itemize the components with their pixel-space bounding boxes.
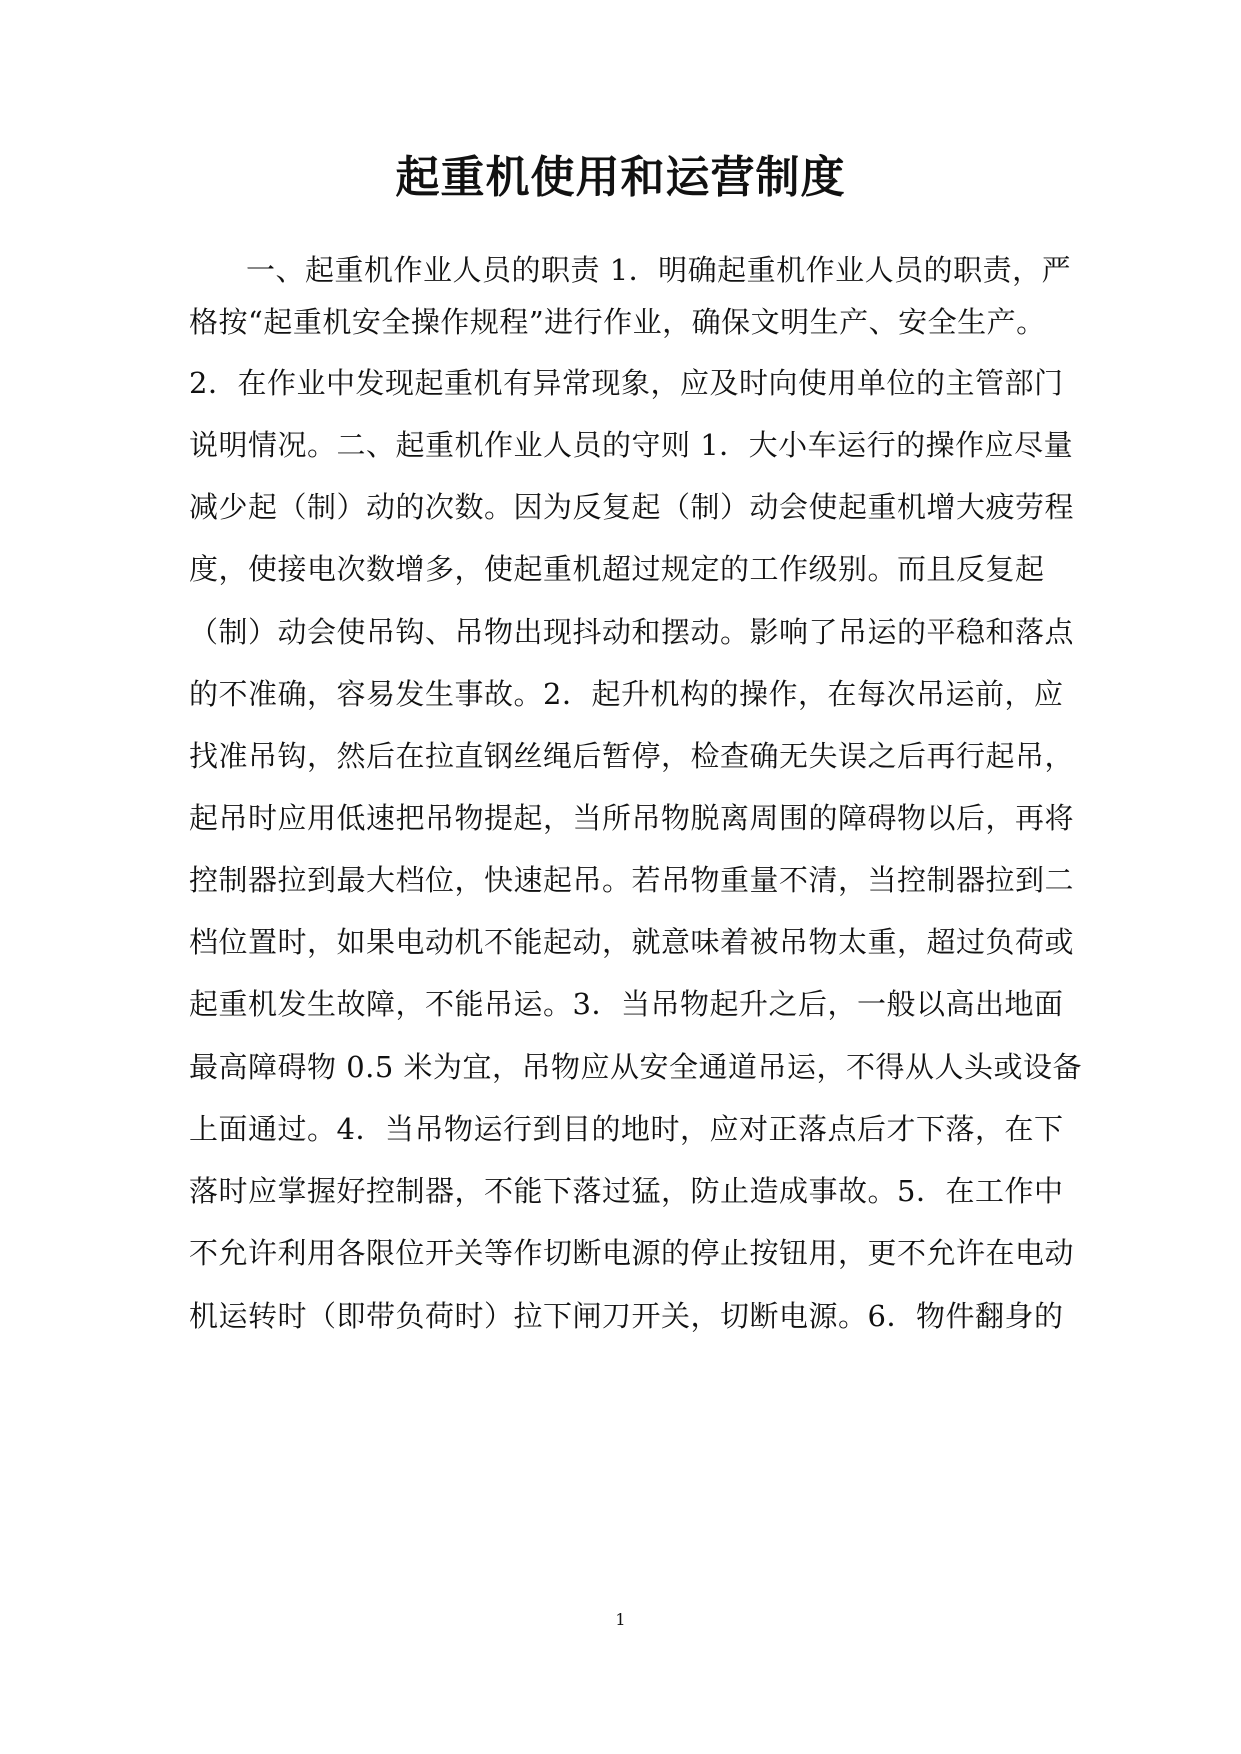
- body-line: 起吊时应用低速把吊物提起，当所吊物脱离周围的障碍物以后，再将: [189, 801, 1075, 835]
- body-line: 找准吊钩，然后在拉直钢丝绳后暂停，检查确无失误之后再行起吊，: [189, 739, 1075, 773]
- body-line: 最高障碍物 0.5 米为宜，吊物应从安全通道吊运，不得从人头或设备: [189, 1050, 1083, 1084]
- body-line: 一、起重机作业人员的职责 1．明确起重机作业人员的职责，严: [246, 253, 1072, 287]
- body-line: 机运转时（即带负荷时）拉下闸刀开关，切断电源。6．物件翻身的: [189, 1299, 1064, 1333]
- body-line: 度，使接电次数增多，使起重机超过规定的工作级别。而且反复起: [189, 552, 1045, 586]
- body-line: （制）动会使吊钩、吊物出现抖动和摆动。影响了吊运的平稳和落点: [189, 615, 1075, 649]
- body-line: 减少起（制）动的次数。因为反复起（制）动会使起重机增大疲劳程: [189, 490, 1075, 524]
- body-line: 格按“起重机安全操作规程”进行作业，确保文明生产、安全生产。: [189, 305, 1046, 339]
- body-line: 2．在作业中发现起重机有异常现象，应及时向使用单位的主管部门: [189, 366, 1064, 400]
- body-line: 落时应掌握好控制器，不能下落过猛，防止造成事故。5．在工作中: [189, 1174, 1064, 1208]
- document-title: 起重机使用和运营制度: [395, 152, 846, 203]
- body-line: 说明情况。二、起重机作业人员的守则 1．大小车运行的操作应尽量: [189, 428, 1074, 462]
- page-number: 1: [615, 1610, 626, 1629]
- body-line: 档位置时，如果电动机不能起动，就意味着被吊物太重，超过负荷或: [189, 925, 1075, 959]
- body-line: 控制器拉到最大档位，快速起吊。若吊物重量不清，当控制器拉到二: [189, 863, 1075, 897]
- body-line: 上面通过。4．当吊物运行到目的地时，应对正落点后才下落，在下: [189, 1112, 1064, 1146]
- body-line: 的不准确，容易发生事故。2．起升机构的操作，在每次吊运前，应: [189, 677, 1064, 711]
- body-line: 不允许利用各限位开关等作切断电源的停止按钮用，更不允许在电动: [189, 1236, 1075, 1270]
- body-line: 起重机发生故障，不能吊运。3．当吊物起升之后，一般以高出地面: [189, 987, 1064, 1021]
